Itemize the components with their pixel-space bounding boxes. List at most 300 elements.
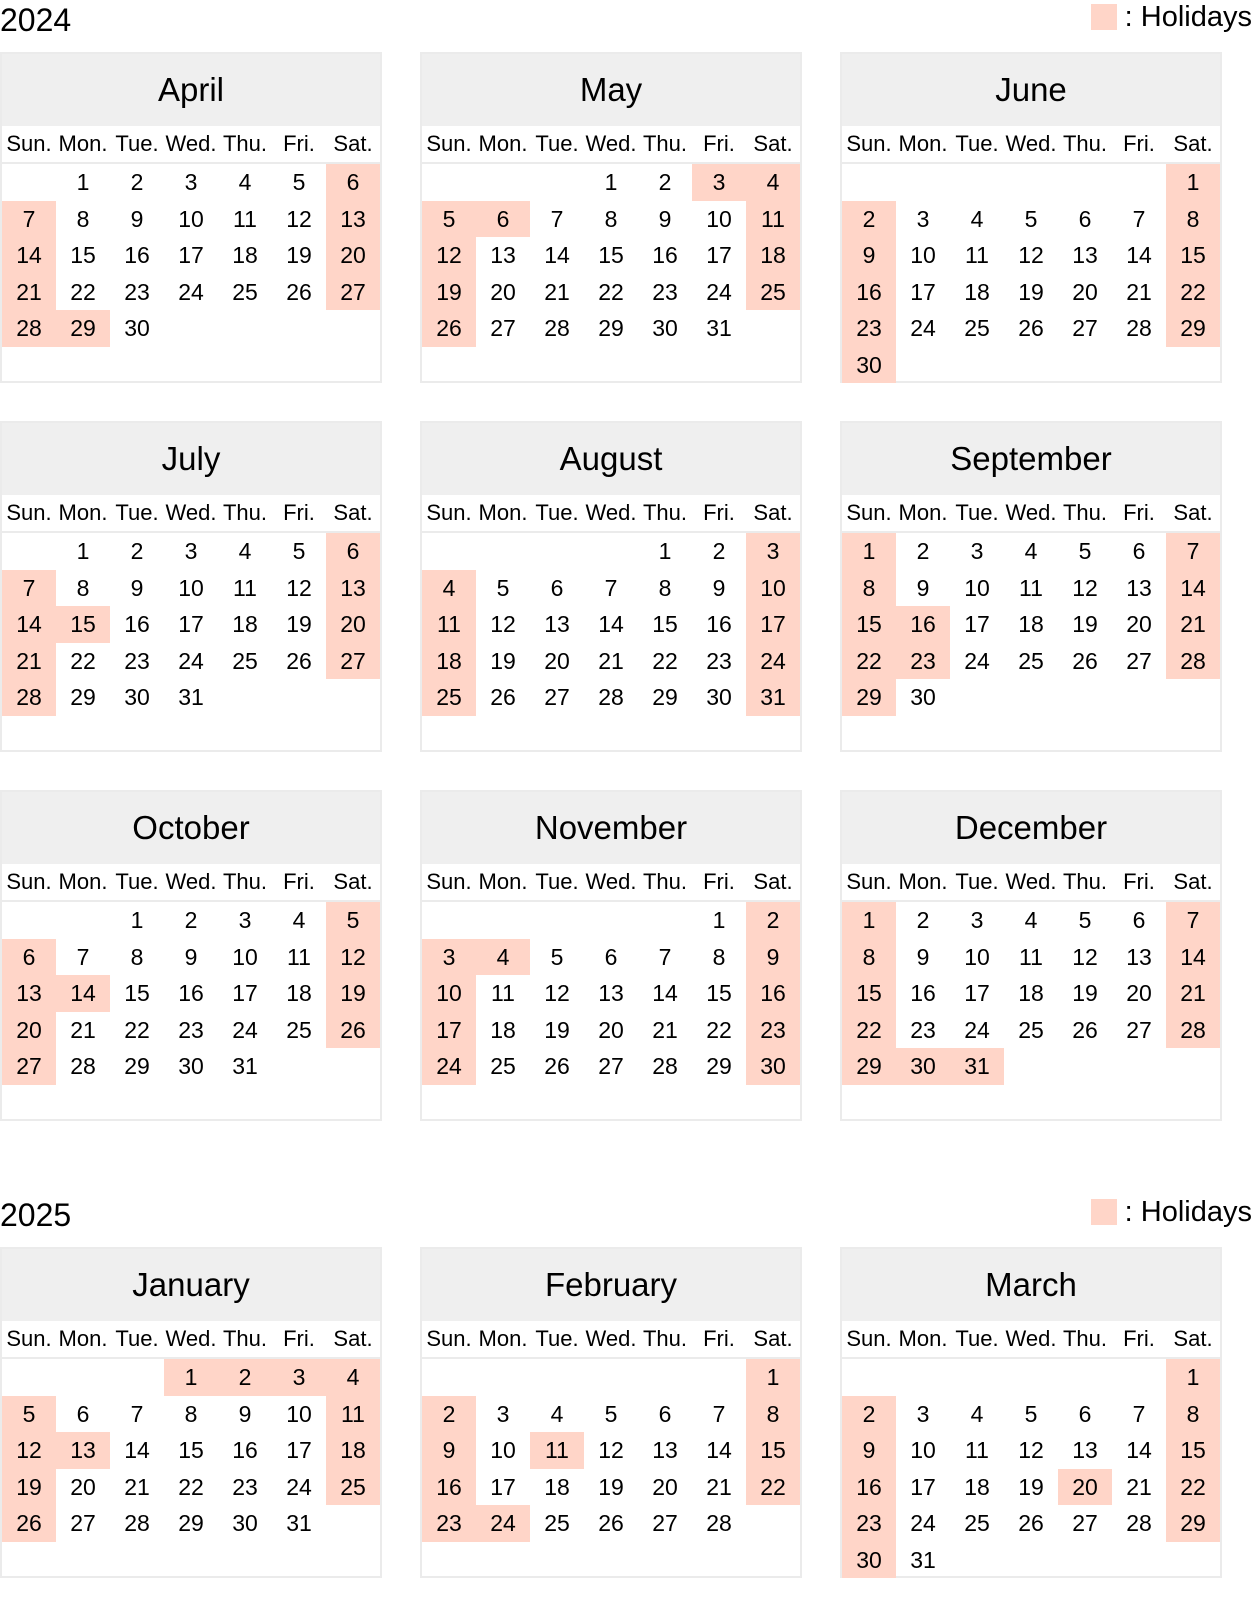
day-cell: 17 [232,980,258,1006]
holiday-day-cell: 29 [1166,1505,1220,1542]
empty-cell [1058,1359,1112,1396]
day-cell: 29 [652,684,678,710]
holiday-day-cell: 3 [422,939,476,976]
day-cell: 18 [232,611,258,637]
holiday-day-cell: 14 [2,237,56,274]
holiday-day-cell: 11 [326,1396,380,1433]
holiday-day-cell: 19 [2,1469,56,1506]
day-cell: 29 [178,1510,204,1536]
day-cell: 19 [544,1016,570,1043]
day-cell: 3 [970,538,984,564]
weekday-label: Mon. [898,869,948,894]
day-cell: 28 [124,1510,150,1536]
holiday-day-cell: 16 [422,1469,476,1506]
day-cell: 14 [1126,1437,1152,1463]
empty-cell [422,164,476,201]
weekday-label: Thu. [222,869,268,894]
holiday-day-cell: 5 [326,902,380,939]
weekday-label: Sun. [426,131,472,156]
day-cell: 17 [706,242,732,268]
day-cell: 20 [1072,278,1098,305]
holiday-day-cell: 7 [2,570,56,607]
day-cell: 20 [598,1016,624,1043]
month-card-august [420,421,802,752]
weekday-label: Fri. [283,500,315,525]
day-cell: 18 [1018,611,1044,637]
weekday-header [842,1321,1220,1359]
day-cell: 18 [490,1016,516,1043]
day-cell: 25 [232,278,258,305]
weekday-label: Fri. [1123,500,1155,525]
holiday-day-cell: 1 [746,1359,800,1396]
day-cell: 20 [70,1473,96,1500]
holiday-day-cell: 4 [422,570,476,607]
holiday-day-cell: 18 [746,237,800,274]
day-cell: 21 [124,1473,150,1500]
day-cell: 1 [604,169,618,195]
holiday-day-cell: 17 [422,1012,476,1049]
holiday-day-cell: 29 [1166,310,1220,347]
day-cell: 16 [124,611,150,637]
day-cell: 2 [130,538,144,564]
day-cell: 26 [286,278,312,305]
weekday-label: Sat. [1173,131,1213,156]
weekday-label: Tue. [955,869,999,894]
day-cell: 12 [286,205,312,232]
day-cell: 27 [490,315,516,341]
holiday-day-cell: 30 [896,1048,950,1085]
holiday-day-cell: 22 [1166,1469,1220,1506]
holiday-swatch [1091,4,1117,30]
month-card-february [420,1247,802,1578]
weekday-header [422,126,800,164]
holiday-day-cell: 7 [1166,533,1220,570]
holiday-day-cell: 19 [422,274,476,311]
day-cell: 11 [965,1437,989,1463]
weekday-label: Mon. [58,131,108,156]
day-cell: 10 [706,205,732,232]
holiday-day-cell: 24 [422,1048,476,1085]
month-title: June [842,54,1220,126]
day-cell: 17 [178,242,204,268]
day-cell: 6 [658,1400,672,1427]
day-cell: 27 [1072,1510,1098,1536]
day-cell: 11 [233,574,257,601]
day-cell: 1 [712,907,726,933]
weekday-label: Mon. [478,131,528,156]
holiday-day-cell: 5 [422,201,476,238]
weekday-label: Sun. [846,1326,892,1351]
weekday-label: Mon. [898,500,948,525]
empty-cell [476,902,530,939]
day-cell: 29 [70,684,96,710]
weekday-label: Wed. [1005,131,1057,156]
day-cell: 5 [292,538,306,564]
holiday-day-cell: 21 [1166,975,1220,1012]
holiday-day-cell: 13 [2,975,56,1012]
holiday-day-cell: 23 [422,1505,476,1542]
day-cell: 17 [964,980,990,1006]
weekday-label: Sat. [753,1326,793,1351]
holiday-day-cell: 4 [476,939,530,976]
day-cell: 13 [598,980,624,1006]
day-cell: 13 [544,611,570,637]
weekday-label: Mon. [478,869,528,894]
day-cell: 20 [490,278,516,305]
day-cell: 10 [910,1437,936,1463]
day-cell: 3 [184,538,198,564]
weekday-label: Sat. [1173,1326,1213,1351]
day-cell: 6 [1078,1400,1092,1427]
month-title: September [842,423,1220,495]
day-cell: 25 [964,315,990,341]
holiday-day-cell: 3 [746,533,800,570]
month-title: August [422,423,800,495]
day-cell: 4 [970,1400,984,1427]
holiday-day-cell: 12 [326,939,380,976]
holiday-day-cell: 13 [56,1432,110,1469]
holiday-day-cell: 3 [272,1359,326,1396]
weekday-label: Wed. [585,1326,637,1351]
weekday-label: Thu. [642,131,688,156]
day-cell: 9 [916,574,930,601]
day-cell: 17 [286,1437,312,1463]
day-cell: 23 [232,1473,258,1500]
day-cell: 2 [916,538,930,564]
day-cell: 19 [1072,611,1098,637]
day-cell: 13 [1072,242,1098,268]
legend-label: : Holidays [1124,1195,1252,1228]
holiday-day-cell: 9 [422,1432,476,1469]
weekday-label: Sat. [333,1326,373,1351]
holiday-day-cell: 2 [218,1359,272,1396]
day-grid [2,164,380,347]
day-cell: 9 [238,1400,252,1427]
empty-cell [1112,164,1166,201]
empty-cell [896,1359,950,1396]
day-cell: 19 [1072,980,1098,1006]
weekday-label: Thu. [642,869,688,894]
weekday-label: Sun. [6,131,52,156]
day-cell: 9 [130,205,144,232]
weekday-label: Tue. [535,500,579,525]
holiday-day-cell: 25 [746,274,800,311]
day-cell: 24 [178,278,204,305]
holiday-day-cell: 6 [326,533,380,570]
day-cell: 15 [124,980,150,1006]
holiday-day-cell: 22 [746,1469,800,1506]
day-cell: 15 [706,980,732,1006]
day-cell: 22 [652,647,678,674]
holiday-day-cell: 16 [842,1469,896,1506]
empty-cell [476,533,530,570]
day-cell: 29 [598,315,624,341]
day-grid [422,1359,800,1542]
day-cell: 7 [604,574,618,601]
month-title: November [422,792,800,864]
day-cell: 7 [1132,205,1146,232]
holiday-day-cell: 6 [476,201,530,238]
day-cell: 23 [910,1016,936,1043]
day-grid [842,533,1220,716]
day-cell: 31 [286,1510,312,1536]
day-cell: 31 [178,684,204,710]
day-cell: 25 [964,1510,990,1536]
day-cell: 13 [1126,574,1152,601]
holiday-day-cell: 14 [56,975,110,1012]
day-cell: 18 [964,1473,990,1500]
day-cell: 17 [910,278,936,305]
year-label: 2024 [0,2,72,38]
weekday-label: Sun. [6,869,52,894]
weekday-label: Wed. [1005,869,1057,894]
holiday-day-cell: 1 [842,533,896,570]
holiday-day-cell: 8 [1166,201,1220,238]
empty-cell [1004,164,1058,201]
day-cell: 7 [658,943,672,970]
day-cell: 22 [178,1473,204,1500]
empty-cell [56,902,110,939]
empty-cell [476,164,530,201]
day-cell: 30 [910,684,936,710]
day-cell: 18 [544,1473,570,1500]
month-card-december [840,790,1222,1121]
day-cell: 3 [184,169,198,195]
weekday-label: Thu. [1062,131,1108,156]
weekday-label: Thu. [1062,869,1108,894]
day-cell: 4 [970,205,984,232]
weekday-label: Sun. [846,500,892,525]
holiday-day-cell: 14 [2,606,56,643]
weekday-label: Fri. [1123,1326,1155,1351]
holiday-day-cell: 23 [896,643,950,680]
day-cell: 30 [124,684,150,710]
empty-cell [1058,164,1112,201]
day-cell: 30 [706,684,732,710]
empty-cell [56,1359,110,1396]
day-cell: 3 [970,907,984,933]
day-cell: 24 [286,1473,312,1500]
day-cell: 10 [178,574,204,601]
holiday-day-cell: 13 [326,570,380,607]
holiday-day-cell: 15 [1166,1432,1220,1469]
day-cell: 12 [1018,1437,1044,1463]
weekday-header [2,864,380,902]
day-cell: 6 [76,1400,90,1427]
day-cell: 1 [130,907,144,933]
empty-cell [896,164,950,201]
weekday-label: Sat. [1173,869,1213,894]
day-cell: 4 [292,907,306,933]
day-grid [842,902,1220,1085]
empty-cell [530,164,584,201]
holiday-day-cell: 21 [1166,606,1220,643]
weekday-label: Sun. [6,1326,52,1351]
month-card-june [840,52,1222,383]
day-cell: 26 [544,1053,570,1079]
holiday-day-cell: 18 [326,1432,380,1469]
day-cell: 6 [1132,538,1146,564]
day-cell: 26 [1072,1016,1098,1043]
holiday-day-cell: 18 [422,643,476,680]
holiday-day-cell: 12 [422,237,476,274]
holiday-day-cell: 8 [746,1396,800,1433]
empty-cell [692,1359,746,1396]
day-cell: 31 [706,315,732,341]
day-cell: 24 [910,1510,936,1536]
day-cell: 6 [1132,907,1146,933]
day-cell: 24 [964,647,990,674]
day-cell: 25 [544,1510,570,1536]
holiday-day-cell: 31 [746,679,800,716]
day-cell: 11 [491,980,515,1006]
day-grid [422,902,800,1085]
holiday-day-cell: 28 [2,310,56,347]
day-grid [842,1359,1220,1578]
holiday-day-cell: 28 [1166,643,1220,680]
holiday-day-cell: 10 [746,570,800,607]
day-cell: 30 [124,315,150,341]
empty-cell [842,1359,896,1396]
holiday-day-cell: 27 [326,643,380,680]
weekday-header [422,1321,800,1359]
day-cell: 12 [1072,574,1098,601]
day-cell: 26 [1018,1510,1044,1536]
day-cell: 23 [124,647,150,674]
holiday-legend [1091,1195,1252,1229]
holiday-day-cell: 1 [842,902,896,939]
day-cell: 13 [1126,943,1152,970]
day-cell: 28 [70,1053,96,1079]
day-cell: 6 [550,574,564,601]
weekday-label: Mon. [58,869,108,894]
weekday-header [422,495,800,533]
holiday-day-cell: 3 [692,164,746,201]
day-cell: 18 [1018,980,1044,1006]
holiday-day-cell: 29 [56,310,110,347]
day-cell: 11 [965,242,989,268]
day-cell: 4 [1024,538,1038,564]
day-cell: 15 [652,611,678,637]
day-cell: 7 [712,1400,726,1427]
day-cell: 5 [292,169,306,195]
empty-cell [422,1359,476,1396]
empty-cell [2,533,56,570]
day-cell: 8 [604,205,618,232]
holiday-day-cell: 2 [746,902,800,939]
holiday-day-cell: 5 [2,1396,56,1433]
weekday-label: Thu. [642,1326,688,1351]
holiday-day-cell: 1 [1166,1359,1220,1396]
day-cell: 24 [910,315,936,341]
day-cell: 28 [652,1053,678,1079]
holiday-day-cell: 16 [746,975,800,1012]
empty-cell [584,1359,638,1396]
day-cell: 2 [712,538,726,564]
day-cell: 25 [490,1053,516,1079]
weekday-label: Fri. [703,131,735,156]
weekday-label: Fri. [283,1326,315,1351]
day-cell: 3 [916,205,930,232]
day-cell: 8 [184,1400,198,1427]
holiday-day-cell: 11 [530,1432,584,1469]
holiday-day-cell: 22 [842,1012,896,1049]
day-cell: 11 [233,205,257,232]
weekday-label: Sat. [753,131,793,156]
day-cell: 19 [286,242,312,268]
month-title: January [2,1249,380,1321]
day-cell: 24 [964,1016,990,1043]
day-cell: 22 [706,1016,732,1043]
weekday-label: Sun. [846,131,892,156]
empty-cell [530,1359,584,1396]
holiday-day-cell: 21 [2,643,56,680]
weekday-label: Mon. [58,1326,108,1351]
day-cell: 21 [1126,278,1152,305]
day-grid [422,533,800,716]
empty-cell [950,1359,1004,1396]
holiday-day-cell: 14 [1166,570,1220,607]
holiday-day-cell: 11 [422,606,476,643]
day-cell: 17 [490,1473,516,1500]
weekday-label: Wed. [165,1326,217,1351]
day-cell: 18 [286,980,312,1006]
month-card-november [420,790,802,1121]
holiday-day-cell: 20 [1058,1469,1112,1506]
holiday-day-cell: 24 [476,1505,530,1542]
holiday-day-cell: 23 [842,310,896,347]
weekday-label: Tue. [535,869,579,894]
weekday-label: Fri. [283,869,315,894]
empty-cell [638,1359,692,1396]
weekday-label: Tue. [115,869,159,894]
empty-cell [1112,1359,1166,1396]
day-cell: 17 [178,611,204,637]
day-cell: 12 [598,1437,624,1463]
weekday-header [2,1321,380,1359]
day-cell: 30 [232,1510,258,1536]
day-cell: 14 [652,980,678,1006]
day-cell: 25 [1018,647,1044,674]
year-label: 2025 [0,1197,72,1233]
holiday-swatch [1091,1199,1117,1225]
holiday-day-cell: 30 [746,1048,800,1085]
weekday-label: Sat. [333,869,373,894]
holiday-day-cell: 6 [326,164,380,201]
weekday-label: Thu. [222,1326,268,1351]
weekday-header [422,864,800,902]
day-cell: 26 [1018,315,1044,341]
weekday-label: Wed. [585,131,637,156]
holiday-day-cell: 28 [1166,1012,1220,1049]
day-cell: 28 [706,1510,732,1536]
day-cell: 27 [70,1510,96,1536]
day-cell: 21 [598,647,624,674]
day-cell: 26 [598,1510,624,1536]
weekday-label: Mon. [898,1326,948,1351]
day-cell: 19 [490,647,516,674]
holiday-day-cell: 7 [2,201,56,238]
weekday-label: Fri. [283,131,315,156]
day-cell: 10 [910,242,936,268]
day-cell: 18 [964,278,990,305]
weekday-header [2,126,380,164]
weekday-label: Wed. [165,869,217,894]
day-cell: 8 [76,574,90,601]
day-cell: 2 [184,907,198,933]
day-cell: 10 [286,1400,312,1427]
month-title: December [842,792,1220,864]
